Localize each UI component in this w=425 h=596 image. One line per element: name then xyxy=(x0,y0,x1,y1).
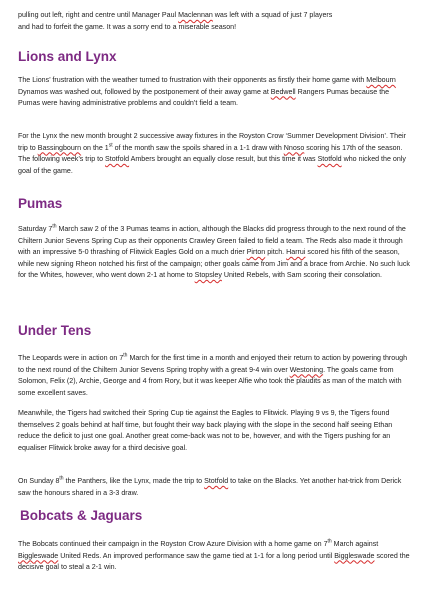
spellcheck-flagged-word: Stotfold xyxy=(317,155,342,163)
heading-under-tens: Under Tens xyxy=(18,323,92,338)
paragraph-text xyxy=(18,131,410,177)
spellcheck-flagged-word: Stotfold xyxy=(204,477,229,485)
ordinal-suffix: th xyxy=(327,538,332,545)
heading-lions-and-lynx: Lions and Lynx xyxy=(18,49,117,64)
spellcheck-flagged-word: Biggleswade xyxy=(334,551,375,560)
paragraph-text: pitch. xyxy=(265,248,287,256)
paragraph-text xyxy=(18,476,410,499)
bobcats-paragraph xyxy=(18,539,410,574)
spellcheck-flagged-word: Westoning xyxy=(289,365,324,374)
intro-line-2: and had to forfeit the game. It was a sorry end to a miserable season! xyxy=(18,22,237,31)
paragraph-text: March saw 2 of the 3 Pumas teams in action, although the Blacks did progress through to the next round of the Chiltern Junior Sevens Spring Cup as their opponents Crawley Green failed to field a team. The Reds also made it through with an impressive 5-0 thrashing of Flitwick Eagles Gold on a much drier xyxy=(18,225,406,256)
paragraph-text: The Leopards were in action on 7 xyxy=(18,354,124,362)
intro-line-1 xyxy=(18,10,410,22)
paragraph-text: For the Lynx the new month brought 2 successive away fixtures in the Royston Crow ‘Summer Development Division’. Their trip to xyxy=(18,132,406,152)
paragraph-text: March for the first time in a month and enjoyed their return to action by powering through to the next round of the Chiltern Junior Sevens Spring trophy with a great 9-4 win over xyxy=(18,354,408,374)
spellcheck-flagged-word: Bedwell xyxy=(270,87,296,96)
lions-paragraph xyxy=(18,75,410,110)
tigers-paragraph xyxy=(18,408,410,454)
paragraph-text: scored his fifth of the season, while new signing Rheon notched his first of the campaign; other goals came from Jim and a brace from Archie. No such luck for the Whites, however, who went down 2-1 at home to xyxy=(18,248,410,279)
ordinal-suffix: th xyxy=(123,352,128,359)
heading-pumas: Pumas xyxy=(18,196,63,211)
intro-paragraph xyxy=(18,10,410,33)
paragraph-text: scoring his 17th of the season. The following week’s trip to xyxy=(18,143,403,163)
paragraph-text: the Panthers, like the Lynx, made the trip to xyxy=(63,477,205,485)
leopards-paragraph xyxy=(18,353,410,399)
paragraph-text: United Reds. An improved performance saw the game tied at 1-1 for a long period until xyxy=(58,551,335,560)
paragraph-text xyxy=(18,224,410,282)
panthers-paragraph xyxy=(18,476,410,499)
ordinal-suffix: th xyxy=(59,475,64,482)
paragraph-text: . The goals came from Solomon, Felix (2), Archie, George and 4 from Rory, but it was keeper Alfie who took the plaudits as man of the match with some excellent saves. xyxy=(18,365,402,397)
paragraph-text xyxy=(18,539,410,574)
paragraph-text: on the 1 xyxy=(81,143,109,152)
ordinal-suffix: st xyxy=(108,142,113,149)
spellcheck-flagged-word: Stotfold xyxy=(105,155,130,163)
paragraph-text: Ambers brought an equally close result, but this time it was xyxy=(129,155,318,163)
paragraph-text: March against xyxy=(331,540,379,548)
spellcheck-flagged-word: Nnoso xyxy=(283,143,305,152)
spellcheck-flagged-word: Stopsley xyxy=(194,271,222,279)
paragraph-text xyxy=(18,353,410,399)
ordinal-suffix: th xyxy=(52,223,57,230)
spellcheck-flagged-word: Melbourn xyxy=(366,76,396,84)
spellcheck-flagged-word: Biggleswade xyxy=(18,551,59,560)
paragraph-text: The Bobcats continued their campaign in the Royston Crow Azure Division with a home game on 7 xyxy=(18,540,328,548)
paragraph-text: On Sunday 8 xyxy=(18,477,60,485)
spellcheck-flagged-word: Pirton xyxy=(246,248,266,256)
paragraph-text: The Lions’ frustration with the weather turned to frustration with their opponents as firstly their home game with xyxy=(18,76,367,84)
paragraph-text: who nicked the only goal of the game. xyxy=(18,155,406,175)
paragraph-text xyxy=(18,75,410,110)
paragraph-text: Meanwhile, the Tigers had switched their Spring Cup tie against the Eagles to Flitwick. Playing 9 vs 9, the Tigers found themselves 2 goals behind at half time, but fought their way back playing with the slope in the second half seeing Ethan reduce the deficit to just one goal. Another great come-back was not to be, however, and with the Tigers pushing for an equaliser Flitwick broke away for a third decisive goal. xyxy=(18,409,393,452)
paragraph-text: pulling out left, right and centre until Manager Paul xyxy=(18,11,179,19)
heading-bobcats-jaguars: Bobcats & Jaguars xyxy=(20,508,143,523)
spellcheck-flagged-word: Maclennan xyxy=(178,11,213,19)
paragraph-text: Rangers Pumas because the Pumas were having administrative problems and couldn’t field a team. xyxy=(18,87,390,107)
spellcheck-flagged-word: Bassingbourn xyxy=(37,143,82,152)
pumas-paragraph xyxy=(18,224,410,282)
paragraph-text: to take on the Blacks. Yet another hat-trick from Derick saw the honours shared in a 3-3 draw. xyxy=(18,477,402,497)
paragraph-text: Dynamos was washed out, followed by the postponement of their away game at xyxy=(18,87,271,96)
paragraph-text: of the month saw the spoils shared in a 1-1 draw with xyxy=(112,143,284,152)
spellcheck-flagged-word: Harrui xyxy=(286,248,306,256)
paragraph-text: scored the decisive goal to steal a 2-1 win. xyxy=(18,551,410,571)
paragraph-text: was left with a squad of just 7 players xyxy=(212,11,333,19)
paragraph-text: United Rebels, with Sam scoring their consolation. xyxy=(221,271,382,279)
paragraph-text: Saturday 7 xyxy=(18,225,53,233)
lynx-paragraph xyxy=(18,131,410,177)
